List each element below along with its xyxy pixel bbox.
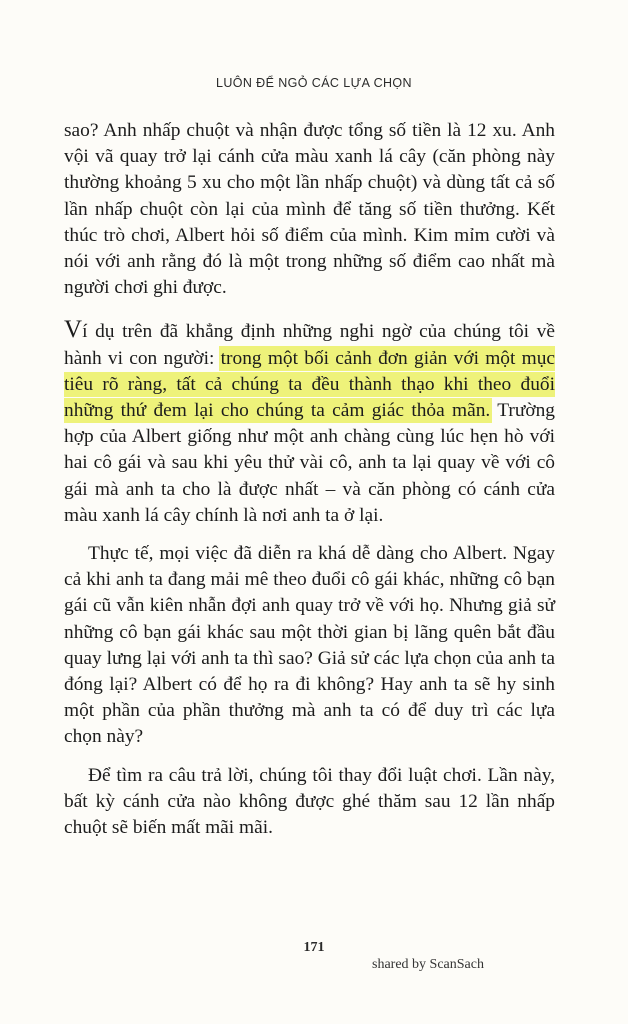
scan-watermark: shared by ScanSach [372, 957, 484, 972]
body-text [64, 118, 555, 841]
paragraph-1: sao? Anh nhấp chuột và nhận được tổng số tiền là 12 xu. Anh vội vã quay trở lại cánh cửa màu xanh lá cây (căn phòng này thường khoảng 5 xu cho một lần nhấp chuột) và dùng tất cả số lần nhấp chuột còn lại của mình để tăng số tiền thưởng. Kết thúc trò chơi, Albert hỏi số điểm của mình. Kim mỉm cười và nói với anh rằng đó là một trong những số điểm cao nhất mà người chơi ghi được. [64, 120, 555, 299]
highlighted-sentence: trong một bối cảnh đơn giản với một mục tiêu rõ ràng, tất cả chúng ta đều thành thạo khi theo đuổi những thứ đem lại cho chúng ta cảm giác thỏa mãn. [64, 347, 555, 422]
paragraph-2-tail: Trường hợp của Albert giống như một anh chàng cùng lúc hẹn hò với hai cô gái và sau khi yêu thử vài cô, anh ta lại quay về với cô gái mà anh ta cho là được nhất – và căn phòng có cánh cửa màu xanh lá cây chính là nơi anh ta ở lại. [64, 400, 555, 526]
drop-cap: V [64, 316, 83, 344]
running-header: LUÔN ĐỂ NGỎ CÁC LỰA CHỌN [215, 76, 412, 90]
paragraph-2 [64, 317, 555, 529]
page-number: 171 [303, 940, 325, 955]
paragraph-2-lead: í dụ trên đã khẳng định những nghi ngờ của chúng tôi về hành vi con người: [64, 321, 555, 369]
paragraph-4: Để tìm ra câu trả lời, chúng tôi thay đổi luật chơi. Lần này, bất kỳ cánh cửa nào không được ghé thăm sau 12 lần nhấp chuột sẽ biến mất mãi mãi. [64, 764, 555, 839]
paragraph-3: Thực tế, mọi việc đã diễn ra khá dễ dàng cho Albert. Ngay cả khi anh ta đang mải mê theo đuổi cô gái khác, những cô bạn gái cũ vẫn kiên nhẫn đợi anh quay trở về với họ. Nhưng giả sử những cô bạn gái khác sau một thời gian bị lãng quên bắt đầu quay lưng lại với anh ta thì sao? Giả sử các lựa chọn của anh ta đóng lại? Albert có để họ ra đi không? Hay anh ta sẽ hy sinh một phần của phần thưởng mà anh ta có để duy trì các lựa chọn này? [64, 543, 555, 748]
